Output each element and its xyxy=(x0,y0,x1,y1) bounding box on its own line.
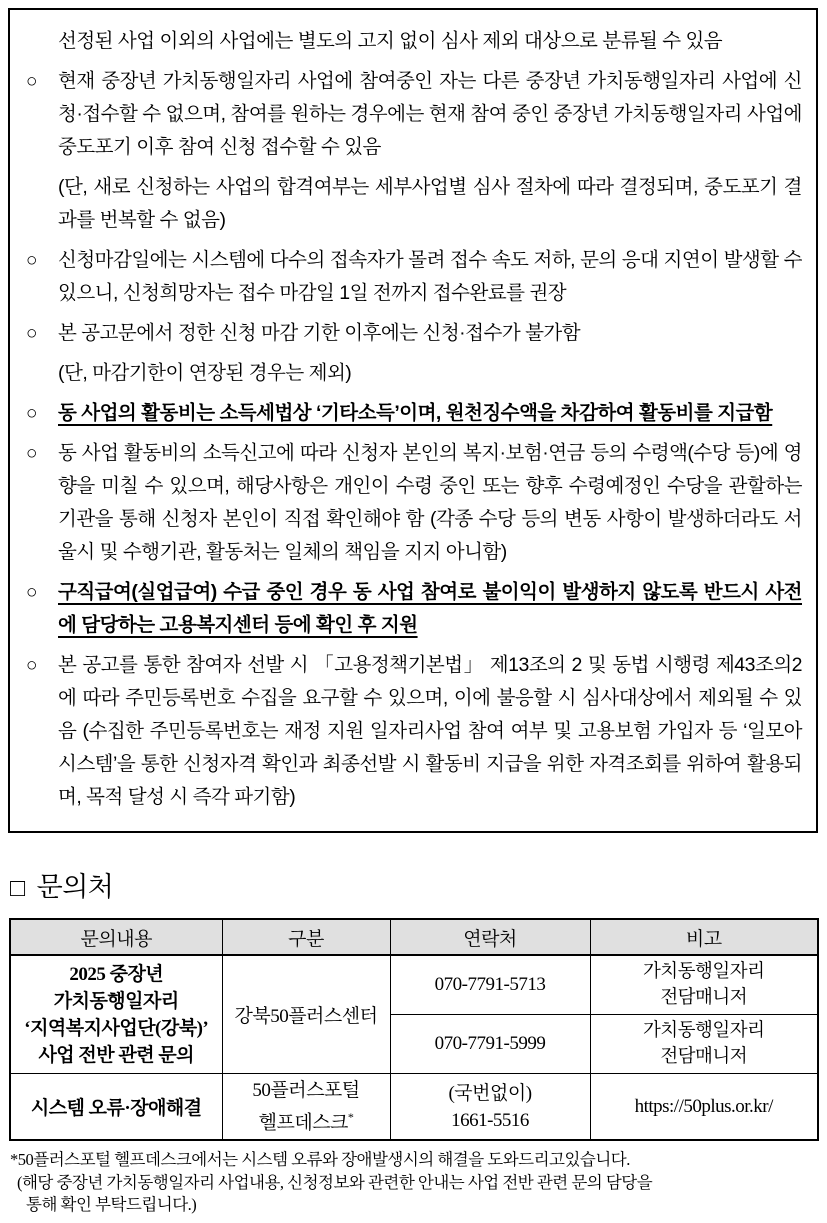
cell-division-center: 강북50플러스센터 xyxy=(222,955,390,1074)
notice-paragraph-resident-number xyxy=(20,649,802,814)
note-line: 전담매니저 xyxy=(660,988,748,1008)
notice-text: (단, 새로 신청하는 사업의 합격여부는 세부사업별 심사 절차에 따라 결정되며, 중도포기 결과를 번복할 수 없음) xyxy=(58,176,802,231)
notice-paragraph-income-report xyxy=(20,437,802,569)
circle-bullet-icon: ○ xyxy=(26,323,37,344)
contact-table xyxy=(9,918,819,1141)
inquiry-line: 사업 전반 관련 문의 xyxy=(38,1044,195,1066)
table-row-program-inquiry-1 xyxy=(10,955,818,1015)
cell-phone-2: 070-7791-5999 xyxy=(390,1015,590,1074)
division-line: 50플러스포털 xyxy=(252,1080,360,1101)
cell-inquiry-system-error: 시스템 오류·장애해결 xyxy=(10,1074,222,1141)
footnote-asterisk: * xyxy=(347,1110,354,1124)
notice-text: 동 사업 활동비의 소득신고에 따라 신청자 본인의 복지·보험·연금 등의 수령액(수당 등)에 영향을 미칠 수 있으며, 해당사항은 개인이 수령 중인 또는 향후 수령예정인 수당을 관할하는 기관을 통해 신청자 본인이 직접 확인해야 함 (각종 수당 등의 변동 사항이 발생하더라도 서울시 및 수행기관, 활동처는 일체의 책임을 지지 아니함) xyxy=(58,442,802,563)
header-remarks: 비고 xyxy=(590,919,818,955)
notice-paragraph-current-participants xyxy=(20,65,802,164)
footnote-line: *50플러스포털 헬프데스크에서는 시스템 오류와 장애발생시의 해결을 도와드리고있습니다. xyxy=(10,1150,630,1170)
circle-bullet-icon: ○ xyxy=(26,582,37,603)
notice-text: 선정된 사업 이외의 사업에는 별도의 고지 없이 심사 제외 대상으로 분류될 수 있음 xyxy=(58,30,723,52)
notice-subnote-extension xyxy=(20,357,802,390)
header-division: 구분 xyxy=(222,919,390,955)
notice-text-emphasized: 동 사업의 활동비는 소득세법상 ‘기타소득’이며, 원천징수액을 차감하여 활동비를 지급함 xyxy=(58,402,773,424)
division-line xyxy=(227,1104,386,1136)
note-line: 가치동행일자리 xyxy=(642,1021,765,1041)
cell-phone-1: 070-7791-5713 xyxy=(390,955,590,1015)
table-header-row xyxy=(10,919,818,955)
circle-bullet-icon: ○ xyxy=(26,71,37,92)
section-title: 문의처 xyxy=(36,872,114,902)
contact-section-heading xyxy=(10,865,818,904)
circle-bullet-icon: ○ xyxy=(26,403,37,424)
header-inquiry-content: 문의내용 xyxy=(10,919,222,955)
circle-bullet-icon: ○ xyxy=(26,443,37,464)
inquiry-line: ‘지역복지사업단(강북)’ xyxy=(24,1017,209,1039)
helpdesk-label: 헬프데스크 xyxy=(258,1112,348,1134)
square-marker-icon: □ xyxy=(10,874,25,902)
notice-text: 본 공고를 통한 참여자 선발 시 「고용정책기본법」 제13조의 2 및 동법 시행령 제43조의2에 따라 주민등록번호 수집을 요구할 수 있으며, 이에 불응할 시 심사대상에서 제외될 수 있음 (수집한 주민등록번호는 재정 지원 일자리사업 참여 여부 및 고용보험 가입자 등 ‘일모아시스템’을 통한 신청자격 확인과 최종선발 시 활동비 지급을 위한 자격조회를 위하여 활용되며, 목적 달성 시 즉각 파기함) xyxy=(58,654,802,808)
note-line: 전담매니저 xyxy=(660,1047,748,1067)
notice-box xyxy=(8,8,818,833)
notice-paragraph-after-deadline xyxy=(20,317,802,350)
circle-bullet-icon: ○ xyxy=(26,655,37,676)
header-contact: 연락처 xyxy=(390,919,590,955)
inquiry-line: 가치동행일자리 xyxy=(53,990,179,1012)
cell-note-2 xyxy=(590,1015,818,1074)
notice-paragraph-unemployment-benefit xyxy=(20,576,802,642)
notice-paragraph-continuation xyxy=(20,25,802,58)
helpdesk-url: https://50plus.or.kr/ xyxy=(590,1074,818,1141)
footnote-line: 통해 확인 부탁드립니다.) xyxy=(26,1195,197,1215)
note-line: 가치동행일자리 xyxy=(642,962,765,982)
notice-subnote-withdrawal xyxy=(20,171,802,237)
notice-paragraph-deadline-traffic xyxy=(20,244,802,310)
notice-text: 신청마감일에는 시스템에 다수의 접속자가 몰려 접수 속도 저하, 문의 응대 지연이 발생할 수 있으니, 신청희망자는 접수 마감일 1일 전까지 접수완료를 권장 xyxy=(58,249,802,304)
cell-inquiry-program xyxy=(10,955,222,1074)
cell-note-1 xyxy=(590,955,818,1015)
table-row-system-error xyxy=(10,1074,818,1141)
phone-line: 1661-5516 xyxy=(451,1109,529,1131)
notice-text: (단, 마감기한이 연장된 경우는 제외) xyxy=(58,362,352,384)
notice-text-emphasized: 구직급여(실업급여) 수급 중인 경우 동 사업 참여로 불이익이 발생하지 않도록 반드시 사전에 담당하는 고용복지센터 등에 확인 후 지원 xyxy=(58,581,802,636)
cell-division-helpdesk xyxy=(222,1074,390,1141)
notice-text: 현재 중장년 가치동행일자리 사업에 참여중인 자는 다른 중장년 가치동행일자리 사업에 신청·접수할 수 없으며, 참여를 원하는 경우에는 현재 참여 중인 중장년 가치동행일자리 사업에 중도포기 이후 참여 신청 접수할 수 있음 xyxy=(58,70,802,158)
cell-phone-helpdesk xyxy=(390,1074,590,1141)
footnote-line: (해당 중장년 가치동행일자리 사업내용, 신청정보와 관련한 안내는 사업 전반 관련 문의 담당을 xyxy=(17,1172,653,1192)
circle-bullet-icon: ○ xyxy=(26,250,37,271)
phone-line: (국번없이) xyxy=(448,1082,532,1104)
footnotes xyxy=(10,1149,818,1217)
inquiry-line: 2025 중장년 xyxy=(69,963,164,985)
notice-text: 본 공고문에서 정한 신청 마감 기한 이후에는 신청·접수가 불가함 xyxy=(58,322,581,344)
notice-paragraph-tax-income xyxy=(20,397,802,430)
